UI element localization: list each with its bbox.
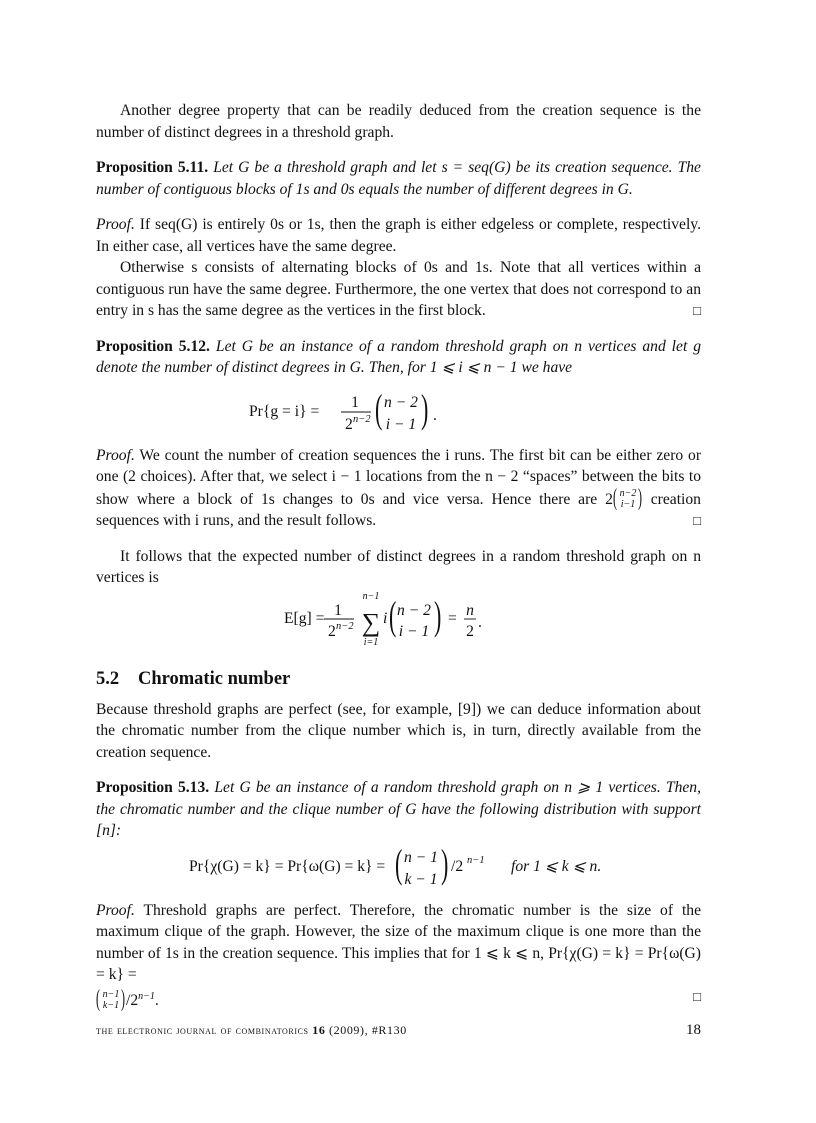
formula-chromatic	[96, 842, 701, 890]
proof-5-11-b	[96, 257, 701, 322]
formula-lhs: Pr{g = i} =	[248, 402, 319, 420]
proof-label: Proof.	[96, 446, 135, 464]
svg-text:(: (	[612, 487, 617, 510]
formula-expectation	[96, 589, 701, 648]
prop-label: Proposition 5.12.	[96, 337, 210, 355]
binom-bottom: k−1	[102, 999, 120, 1011]
journal-volume: 16	[312, 1023, 326, 1037]
binom-top: n−2	[619, 487, 637, 499]
frac-numerator: 1	[333, 601, 342, 619]
binom-top: n − 2	[383, 393, 418, 411]
proof-5-12	[96, 445, 701, 532]
formula-end: .	[477, 613, 482, 631]
sum-upper-limit: n−1	[362, 590, 379, 602]
binom-top: n−1	[102, 988, 120, 1000]
proof-text: If seq(G) is entirely 0s or 1s, then the graph is either edgeless or complete, respectively. In either case, all vertices have the same degree.	[96, 216, 701, 255]
formula-lhs: Pr{χ(G) = k} = Pr{ω(G) = k} =	[188, 857, 385, 875]
sum-lower-limit: i=1	[363, 636, 378, 648]
formula-exponent: n−1	[466, 854, 485, 866]
proof-exponent: n−1	[138, 990, 155, 1002]
binom-right-paren: )	[440, 840, 448, 886]
binom-left-paren: (	[388, 592, 396, 638]
svg-text:(: (	[96, 988, 101, 1011]
formula-lhs: E[g] =	[283, 609, 324, 627]
equals-sign: =	[447, 609, 457, 627]
binom-top: n − 2	[396, 601, 431, 619]
section-heading	[96, 667, 701, 691]
frac-denominator: 2	[327, 622, 336, 640]
binom-left-paren: (	[374, 385, 382, 431]
page-body	[96, 100, 701, 1011]
rhs-denominator: 2	[465, 622, 474, 640]
binom-bottom: k − 1	[403, 870, 438, 888]
proposition-5-11	[96, 157, 701, 200]
chromatic-intro: Because threshold graphs are perfect (see, for example, [9]) we can deduce information about the chromatic number from the clique number which is, in turn, directly available from the creation sequence.	[96, 700, 701, 761]
binom-bottom: i−1	[620, 498, 636, 510]
frac-exponent: n−2	[335, 620, 354, 632]
formula-condition: for 1 ⩽ k ⩽ n.	[510, 857, 601, 875]
prop-text: Let G be an instance of a random threshold graph on n ⩾ 1 vertices. Then, the chromatic number and the clique number of G have the following distribution with support [n]:	[96, 779, 702, 839]
proof-tail-end: .	[154, 991, 159, 1009]
proposition-5-12	[96, 336, 701, 379]
binom-bottom: i − 1	[398, 622, 429, 640]
qed-symbol: □	[693, 988, 701, 1004]
prop-label: Proposition 5.13.	[96, 779, 210, 796]
prop-label: Proposition 5.11.	[96, 159, 209, 176]
rhs-numerator: n	[465, 601, 474, 619]
formula-divide: /2	[450, 857, 463, 875]
qed-symbol: □	[693, 513, 701, 528]
binom-top: n − 1	[403, 848, 438, 866]
binom-left-paren: (	[394, 840, 402, 886]
proof-text: Threshold graphs are perfect. Therefore, the chromatic number is the size of the maximum clique of the graph. However, the size of the maximum clique is one more than the number of 1s in the creation sequence. This implies that for 1 ⩽ k ⩽ n, Pr{χ(G) = k} = Pr{ω(G) = k} =	[96, 901, 701, 983]
prop-text: Let G be an instance of a random threshold graph on n vertices and let g denote the number of distinct degrees in G. Then, for 1 ⩽ i ⩽ n − 1 we have	[96, 337, 701, 376]
proof-label: Proof.	[96, 216, 135, 233]
proof-text: Otherwise s consists of alternating blocks of 0s and 1s. Note that all vertices within a contiguous run have the same degree. Furthermore, the one vertex that does not correspond to an entry in s has the same degree as the vertices in the first block.	[96, 259, 701, 319]
proposition-5-13	[96, 777, 701, 842]
sum-sign: ∑	[361, 607, 380, 637]
formula-prob-g	[96, 387, 701, 433]
intro-paragraph: Another degree property that can be readily deduced from the creation sequence is the number of distinct degrees in a threshold graph.	[96, 102, 701, 141]
page-footer	[96, 1020, 701, 1042]
binom-right-paren: )	[433, 592, 441, 638]
section-number: 5.2	[96, 668, 120, 689]
page-number: 18	[686, 1022, 701, 1038]
frac-exponent: n−2	[352, 413, 371, 425]
frac-numerator: 1	[350, 393, 359, 411]
binom-right-paren: )	[420, 385, 428, 431]
proof-text: creation sequences with i runs, and the result follows.	[96, 490, 701, 529]
inline-binomial	[613, 488, 643, 510]
binom-bottom: i − 1	[385, 415, 416, 433]
inline-binomial	[96, 989, 126, 1011]
svg-text:): )	[637, 487, 642, 510]
formula-end: .	[432, 406, 437, 424]
proof-tail: /2	[126, 991, 139, 1009]
proof-5-11-a	[96, 214, 701, 257]
qed-symbol: □	[693, 303, 701, 318]
journal-issue: (2009), #R130	[329, 1023, 407, 1037]
proof-text: We count the number of creation sequences the i runs. The first bit can be either zero or one (2 choices). After that, we select i − 1 locations from the n − 2 “spaces” between the bits to show where a block of 1s changes to 0s and vice versa. Hence there are 2	[96, 446, 702, 508]
expected-paragraph: It follows that the expected number of distinct degrees in a random threshold graph on n vertices is	[96, 547, 701, 586]
frac-denominator: 2	[344, 415, 353, 433]
journal-name: the electronic journal of combinatorics	[96, 1023, 309, 1037]
proof-label: Proof.	[96, 901, 135, 919]
section-title: Chromatic number	[138, 668, 291, 689]
svg-text:): )	[121, 988, 126, 1011]
proof-5-13	[96, 900, 701, 1012]
prop-text: Let G be a threshold graph and let s = seq(G) be its creation sequence. The number of contiguous blocks of 1s and 0s equals the number of different degrees in G.	[96, 159, 701, 198]
sum-term: i	[382, 609, 387, 627]
